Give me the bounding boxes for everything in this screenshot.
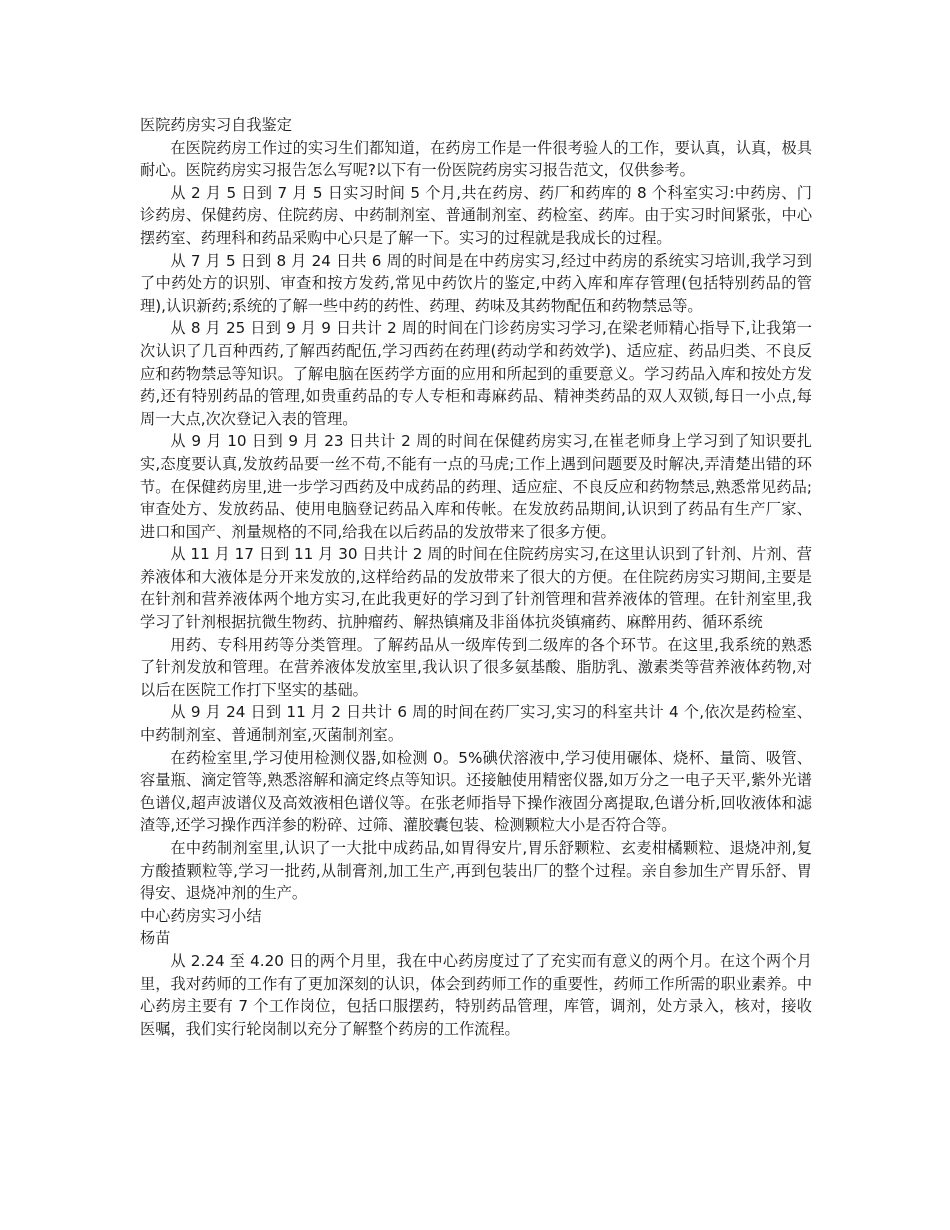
document-title: 医院药房实习自我鉴定 <box>140 116 292 134</box>
document-page <box>140 114 812 1040</box>
paragraph-intro: 在医院药房工作过的实习生们都知道，在药房工作是一件很考验人的工作，要认真，认真，极具耐心。医院药房实习报告怎么写呢?以下有一份医院药房实习报告范文，仅供参考。 <box>140 138 812 180</box>
paragraph-pharmaceutical-factory: 从 9 月 24 日到 11 月 2 日共计 6 周的时间在药厂实习,实习的科室共计 4 个,依次是药检室、中药制剂室、普通制剂室,灭菌制剂室。 <box>140 703 812 745</box>
paragraph-central-pharmacy: 从 2.24 至 4.20 日的两个月里，我在中心药房度过了了充实而有意义的两个月。在这个两个月里，我对药师的工作有了更加深刻的认识，体会到药师工作的重要性，药师工作所需的职业素养。中心药房主要有 7 个工作岗位，包括口服摆药，特别药品管理，库管，调剂，处方录入，核对，接收医嘱，我们实行轮岗制以充分了解整个药房的工作流程。 <box>140 951 812 1038</box>
paragraph-outpatient-pharmacy: 从 8 月 25 日到 9 月 9 日共计 2 周的时间在门诊药房实习学习,在梁老师精心指导下,让我第一次认识了几百种西药,了解西药配伍,学习西药在药理(药动学和药效学)、适应症、药品归类、不良反应和药物禁忌等知识。了解电脑在医药学方面的应用和所起到的重要意义。学习药品入库和按处方发药,还有特别药品的管理,如贵重药品的专人专柜和毒麻药品、精神类药品的双人双锁,每日一小点,每周一大点,次次登记入表的管理。 <box>140 319 812 428</box>
paragraph-overview: 从 2 月 5 日到 7 月 5 日实习时间 5 个月,共在药房、药厂和药库的 8 个科室实习:中药房、门诊药房、保健药房、住院药房、中药制剂室、普通制剂室、药检室、药库。由于实习时间紧张，中心摆药室、药理科和药品采购中心只是了解一下。实习的过程就是我成长的过程。 <box>140 183 812 247</box>
paragraph-drug-testing-room: 在药检室里,学习使用检测仪器,如检测 0。5%碘伏溶液中,学习使用碾体、烧杯、量筒、吸管、容量瓶、滴定管等,熟悉溶解和滴定终点等知识。还接触使用精密仪器,如万分之一电子天平,紫外光谱色谱仪,超声波谱仪及高效液相色谱仪等。在张老师指导下操作液固分离提取,色谱分析,回收液体和滤渣等,还学习操作西洋参的粉碎、过筛、灌胶囊包装、检测颗粒大小是否符合等。 <box>140 748 812 835</box>
author-name: 杨苗 <box>140 929 171 948</box>
paragraph-health-pharmacy: 从 9 月 10 日到 9 月 23 日共计 2 周的时间在保健药房实习,在崔老师身上学习到了知识要扎实,态度要认真,发放药品要一丝不苟,不能有一点的马虎;工作上遇到问题要及时解决,弄清楚出错的环节。在保健药房里,进一步学习西药及中成药品的药理、适应症、不良反应和药物禁忌,熟悉常见药品;审查处方、发放药品、使用电脑登记药品入库和传帐。在发放药品期间,认识到了药品有生产厂家、进口和国产、剂量规格的不同,给我在以后药品的发放带来了很多方便。 <box>140 432 812 541</box>
paragraph-chinese-pharmacy: 从 7 月 5 日到 8 月 24 日共 6 周的时间是在中药房实习,经过中药房的系统实习培训,我学习到了中药处方的识别、审查和按方发药,常见中药饮片的鉴定,中药入库和库存管理(包括特别药品的管理),认识新药;系统的了解一些中药的药性、药理、药味及其药物配伍和药物禁忌等。 <box>140 251 812 315</box>
section-title: 中心药房实习小结 <box>140 906 262 925</box>
paragraph-inpatient-continued: 用药、专科用药等分类管理。了解药品从一级库传到二级库的各个环节。在这里,我系统的熟悉了针剂发放和管理。在营养液体发放室里,我认识了很多氨基酸、脂肪乳、激素类等营养液体药物,对以后在医院工作打下坚实的基础。 <box>140 635 812 699</box>
paragraph-chinese-preparation-room: 在中药制剂室里,认识了一大批中成药品,如胃得安片,胃乐舒颗粒、玄麦柑橘颗粒、退烧冲剂,复方酸揸颗粒等,学习一批药,从制膏剂,加工生产,再到包装出厂的整个过程。亲自参加生产胃乐舒、胃得安、退烧冲剂的生产。 <box>140 839 812 903</box>
paragraph-inpatient-pharmacy: 从 11 月 17 日到 11 月 30 日共计 2 周的时间在住院药房实习,在这里认识到了针剂、片剂、营养液体和大液体是分开来发放的,这样给药品的发放带来了很大的方便。在住院药房实习期间,主要是在针剂和营养液体两个地方实习,在此我更好的学习到了针剂管理和营养液体的管理。在针剂室里,我学习了针剂根据抗微生物药、抗肿瘤药、解热镇痛及非甾体抗炎镇痛药、麻醉用药、循环系统 <box>140 545 812 632</box>
